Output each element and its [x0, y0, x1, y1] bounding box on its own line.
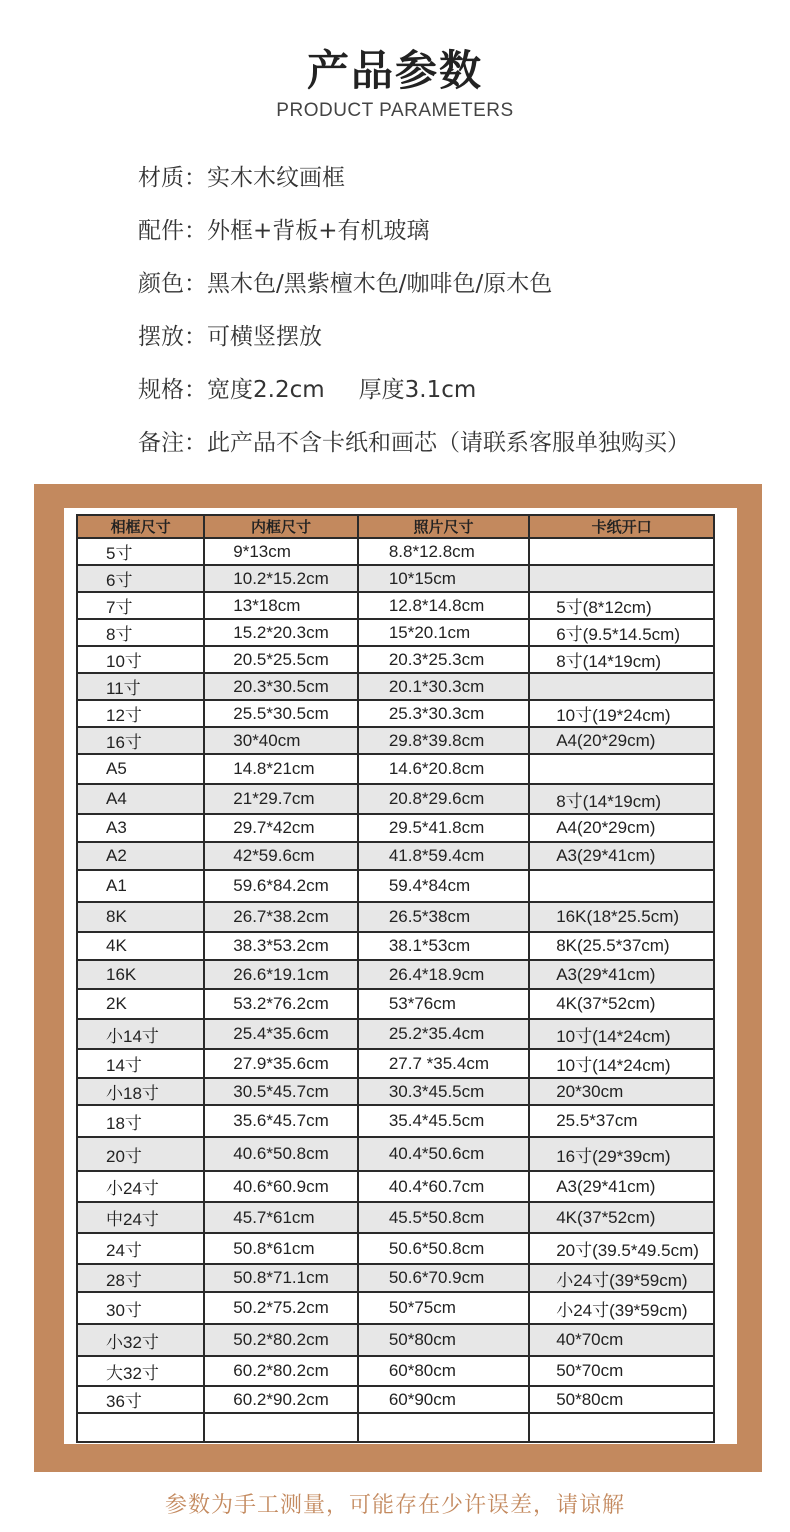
table-row: [77, 646, 714, 673]
photo-size-cell: 50*80cm: [358, 1324, 529, 1356]
spec-list: [138, 158, 690, 476]
mat-opening-cell: 6寸(9.5*14.5cm): [529, 619, 714, 646]
table-row: [77, 784, 714, 814]
mat-opening-cell: 40*70cm: [529, 1324, 714, 1356]
frame-size-cell: 小32寸: [77, 1324, 204, 1356]
table-row: [77, 754, 714, 784]
header-frame-size: 相框尺寸: [77, 515, 204, 538]
spec-accessories: [138, 211, 690, 264]
table-row: [77, 565, 714, 592]
inner-size-cell: 38.3*53.2cm: [204, 932, 358, 960]
mat-opening-cell: 20寸(39.5*49.5cm): [529, 1233, 714, 1264]
inner-size-cell: 29.7*42cm: [204, 814, 358, 842]
frame-size-cell: 小18寸: [77, 1078, 204, 1105]
mat-opening-cell: A4(20*29cm): [529, 814, 714, 842]
frame-size-cell: 36寸: [77, 1386, 204, 1413]
photo-size-cell: 14.6*20.8cm: [358, 754, 529, 784]
frame-size-cell: 大32寸: [77, 1356, 204, 1386]
photo-size-cell: 27.7 *35.4cm: [358, 1049, 529, 1078]
frame-size-cell: 2K: [77, 989, 204, 1019]
photo-size-cell: 15*20.1cm: [358, 619, 529, 646]
page-title: 产品参数: [306, 46, 483, 95]
photo-size-cell: 20.3*25.3cm: [358, 646, 529, 673]
spec-label: 备注：: [138, 430, 207, 456]
photo-size-cell: 50.6*50.8cm: [358, 1233, 529, 1264]
photo-size-cell: 25.3*30.3cm: [358, 700, 529, 727]
frame-size-cell: 16K: [77, 960, 204, 989]
frame-size-cell: A4: [77, 784, 204, 814]
spec-value: 实木木纹画框: [207, 165, 345, 191]
inner-size-cell: 20.5*25.5cm: [204, 646, 358, 673]
inner-size-cell: 13*18cm: [204, 592, 358, 619]
table-frame: [34, 484, 762, 1472]
table-row: [77, 1233, 714, 1264]
inner-size-cell: 45.7*61cm: [204, 1202, 358, 1233]
mat-opening-cell: [529, 754, 714, 784]
photo-size-cell: 29.5*41.8cm: [358, 814, 529, 842]
mat-opening-cell: 8寸(14*19cm): [529, 646, 714, 673]
frame-size-cell: 28寸: [77, 1264, 204, 1292]
mat-opening-cell: 25.5*37cm: [529, 1105, 714, 1137]
frame-size-cell: A5: [77, 754, 204, 784]
photo-size-cell: 12.8*14.8cm: [358, 592, 529, 619]
spec-value: 此产品不含卡纸和画芯（请联系客服单独购买）: [207, 430, 690, 456]
frame-size-cell: 14寸: [77, 1049, 204, 1078]
frame-size-cell: A2: [77, 842, 204, 870]
inner-size-cell: 27.9*35.6cm: [204, 1049, 358, 1078]
spec-label: 规格：: [138, 377, 207, 403]
size-table: [76, 514, 715, 1443]
table-row: [77, 673, 714, 700]
photo-size-cell: 50.6*70.9cm: [358, 1264, 529, 1292]
table-row: [77, 932, 714, 960]
inner-size-cell: 60.2*80.2cm: [204, 1356, 358, 1386]
photo-size-cell: 40.4*50.6cm: [358, 1137, 529, 1171]
table-row: [77, 1019, 714, 1049]
spec-value: 黑木色/黑紫檀木色/咖啡色/原木色: [207, 271, 553, 297]
mat-opening-cell: A4(20*29cm): [529, 727, 714, 754]
inner-size-cell: 50.2*75.2cm: [204, 1292, 358, 1324]
photo-size-cell: [358, 1413, 529, 1442]
footer-note: 参数为手工测量，可能存在少许误差，请谅解: [164, 1493, 625, 1518]
table-row: [77, 619, 714, 646]
frame-size-cell: 中24寸: [77, 1202, 204, 1233]
table-row: [77, 727, 714, 754]
inner-size-cell: [204, 1413, 358, 1442]
inner-size-cell: 50.8*71.1cm: [204, 1264, 358, 1292]
frame-size-cell: 10寸: [77, 646, 204, 673]
header-mat-opening: 卡纸开口: [529, 515, 714, 538]
inner-size-cell: 59.6*84.2cm: [204, 870, 358, 902]
inner-size-cell: 30*40cm: [204, 727, 358, 754]
frame-size-cell: 20寸: [77, 1137, 204, 1171]
frame-size-cell: 8K: [77, 902, 204, 932]
table-row: [77, 1292, 714, 1324]
spec-material: [138, 158, 690, 211]
photo-size-cell: 60*80cm: [358, 1356, 529, 1386]
photo-size-cell: 40.4*60.7cm: [358, 1171, 529, 1202]
mat-opening-cell: 16寸(29*39cm): [529, 1137, 714, 1171]
table-row: [77, 700, 714, 727]
page-subtitle: PRODUCT PARAMETERS: [276, 100, 514, 121]
mat-opening-cell: A3(29*41cm): [529, 960, 714, 989]
inner-size-cell: 21*29.7cm: [204, 784, 358, 814]
mat-opening-cell: [529, 870, 714, 902]
inner-size-cell: 40.6*60.9cm: [204, 1171, 358, 1202]
photo-size-cell: 29.8*39.8cm: [358, 727, 529, 754]
inner-size-cell: 53.2*76.2cm: [204, 989, 358, 1019]
inner-size-cell: 9*13cm: [204, 538, 358, 565]
spec-value-thickness: 厚度3.1cm: [358, 377, 477, 403]
mat-opening-cell: 小24寸(39*59cm): [529, 1264, 714, 1292]
table-row: [77, 1049, 714, 1078]
frame-size-cell: 18寸: [77, 1105, 204, 1137]
table-row: [77, 1413, 714, 1442]
mat-opening-cell: 5寸(8*12cm): [529, 592, 714, 619]
mat-opening-cell: A3(29*41cm): [529, 842, 714, 870]
frame-size-cell: A1: [77, 870, 204, 902]
frame-size-cell: [77, 1413, 204, 1442]
inner-size-cell: 50.2*80.2cm: [204, 1324, 358, 1356]
table-row: [77, 1202, 714, 1233]
photo-size-cell: 53*76cm: [358, 989, 529, 1019]
mat-opening-cell: [529, 538, 714, 565]
photo-size-cell: 25.2*35.4cm: [358, 1019, 529, 1049]
spec-dimensions: [138, 370, 690, 423]
frame-size-cell: 30寸: [77, 1292, 204, 1324]
frame-size-cell: 12寸: [77, 700, 204, 727]
frame-size-cell: 11寸: [77, 673, 204, 700]
mat-opening-cell: 8寸(14*19cm): [529, 784, 714, 814]
frame-size-cell: 24寸: [77, 1233, 204, 1264]
table-row: [77, 902, 714, 932]
spec-label: 材质：: [138, 165, 207, 191]
mat-opening-cell: [529, 673, 714, 700]
mat-opening-cell: 50*70cm: [529, 1356, 714, 1386]
mat-opening-cell: 4K(37*52cm): [529, 1202, 714, 1233]
inner-size-cell: 26.6*19.1cm: [204, 960, 358, 989]
photo-size-cell: 8.8*12.8cm: [358, 538, 529, 565]
table-row: [77, 1137, 714, 1171]
frame-size-cell: 8寸: [77, 619, 204, 646]
inner-size-cell: 10.2*15.2cm: [204, 565, 358, 592]
table-row: [77, 1171, 714, 1202]
frame-size-cell: 16寸: [77, 727, 204, 754]
mat-opening-cell: 8K(25.5*37cm): [529, 932, 714, 960]
frame-size-cell: 7寸: [77, 592, 204, 619]
inner-size-cell: 14.8*21cm: [204, 754, 358, 784]
mat-opening-cell: 20*30cm: [529, 1078, 714, 1105]
inner-size-cell: 15.2*20.3cm: [204, 619, 358, 646]
photo-size-cell: 50*75cm: [358, 1292, 529, 1324]
mat-opening-cell: 16K(18*25.5cm): [529, 902, 714, 932]
inner-size-cell: 50.8*61cm: [204, 1233, 358, 1264]
table-row: [77, 960, 714, 989]
spec-label: 摆放：: [138, 324, 207, 350]
photo-size-cell: 26.4*18.9cm: [358, 960, 529, 989]
mat-opening-cell: [529, 1413, 714, 1442]
inner-size-cell: 25.4*35.6cm: [204, 1019, 358, 1049]
spec-value: 外框+背板+有机玻璃: [207, 218, 430, 244]
frame-size-cell: 小14寸: [77, 1019, 204, 1049]
inner-size-cell: 25.5*30.5cm: [204, 700, 358, 727]
inner-size-cell: 26.7*38.2cm: [204, 902, 358, 932]
table-row: [77, 1386, 714, 1413]
mat-opening-cell: 4K(37*52cm): [529, 989, 714, 1019]
spec-label: 配件：: [138, 218, 207, 244]
photo-size-cell: 35.4*45.5cm: [358, 1105, 529, 1137]
table-row: [77, 842, 714, 870]
header-inner-size: 内框尺寸: [204, 515, 358, 538]
inner-size-cell: 40.6*50.8cm: [204, 1137, 358, 1171]
mat-opening-cell: 10寸(19*24cm): [529, 700, 714, 727]
spec-value-width: 宽度2.2cm: [207, 377, 325, 403]
table-header-row: [77, 515, 714, 538]
mat-opening-cell: A3(29*41cm): [529, 1171, 714, 1202]
mat-opening-cell: 10寸(14*24cm): [529, 1049, 714, 1078]
mat-opening-cell: 小24寸(39*59cm): [529, 1292, 714, 1324]
table-row: [77, 1356, 714, 1386]
inner-size-cell: 20.3*30.5cm: [204, 673, 358, 700]
table-row: [77, 1324, 714, 1356]
frame-size-cell: 5寸: [77, 538, 204, 565]
spec-label: 颜色：: [138, 271, 207, 297]
table-row: [77, 1105, 714, 1137]
spec-placement: [138, 317, 690, 370]
frame-size-cell: 4K: [77, 932, 204, 960]
table-row: [77, 1078, 714, 1105]
photo-size-cell: 45.5*50.8cm: [358, 1202, 529, 1233]
spec-colors: [138, 264, 690, 317]
photo-size-cell: 26.5*38cm: [358, 902, 529, 932]
table-row: [77, 592, 714, 619]
photo-size-cell: 20.1*30.3cm: [358, 673, 529, 700]
table-row: [77, 989, 714, 1019]
frame-size-cell: 6寸: [77, 565, 204, 592]
mat-opening-cell: 10寸(14*24cm): [529, 1019, 714, 1049]
photo-size-cell: 30.3*45.5cm: [358, 1078, 529, 1105]
mat-opening-cell: 50*80cm: [529, 1386, 714, 1413]
photo-size-cell: 10*15cm: [358, 565, 529, 592]
photo-size-cell: 60*90cm: [358, 1386, 529, 1413]
inner-size-cell: 42*59.6cm: [204, 842, 358, 870]
photo-size-cell: 20.8*29.6cm: [358, 784, 529, 814]
mat-opening-cell: [529, 565, 714, 592]
frame-size-cell: A3: [77, 814, 204, 842]
inner-size-cell: 60.2*90.2cm: [204, 1386, 358, 1413]
table-row: [77, 870, 714, 902]
table-row: [77, 1264, 714, 1292]
inner-size-cell: 30.5*45.7cm: [204, 1078, 358, 1105]
photo-size-cell: 41.8*59.4cm: [358, 842, 529, 870]
table-row: [77, 814, 714, 842]
table-row: [77, 538, 714, 565]
header-photo-size: 照片尺寸: [358, 515, 529, 538]
spec-remarks: [138, 423, 690, 476]
frame-size-cell: 小24寸: [77, 1171, 204, 1202]
inner-size-cell: 35.6*45.7cm: [204, 1105, 358, 1137]
spec-value: 可横竖摆放: [207, 324, 322, 350]
photo-size-cell: 38.1*53cm: [358, 932, 529, 960]
photo-size-cell: 59.4*84cm: [358, 870, 529, 902]
